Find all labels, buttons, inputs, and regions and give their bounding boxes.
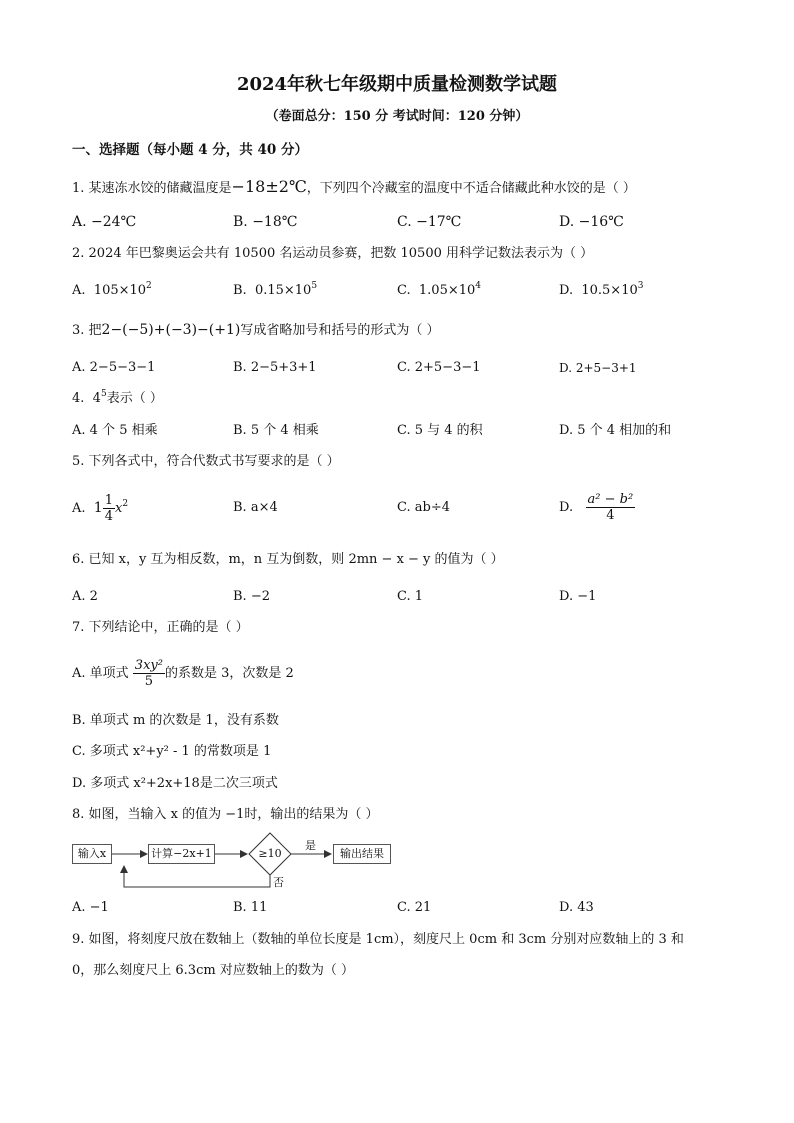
q8-option-b: B. 11 [233,900,268,915]
q2-option-c: C. $1.05\times 10^4$ [397,281,482,298]
q4-option-d: D. 5 个 4 相加的和 [559,423,672,438]
q1-option-b: B. −18℃ [233,214,298,230]
q1-option-a: A. −24℃ [72,214,137,230]
q5-option-b: B. a×4 [233,500,278,515]
q7-option-b: B. 单项式 m 的次数是 1，没有系数 [72,713,279,728]
q8-option-c: C. 21 [397,900,432,915]
question-5-stem: 5. 下列各式中，符合代数式书写要求的是（ ） [72,454,340,469]
question-1-stem: 1. 某速冻水饺的储藏温度是−18±2℃，下列四个冷藏室的温度中不适合储藏此种水饺的是（ ） [72,177,636,196]
q1-option-d: D. −16℃ [559,214,624,230]
flow-calc-box: 计算−2x+1 [148,844,215,864]
q2-option-b: B. $0.15\times 10^5$ [233,281,318,298]
q2-option-d: D. $10.5\times 10^3$ [559,281,644,298]
question-7-stem: 7. 下列结论中，正确的是（ ） [72,620,249,635]
question-8-stem: 8. 如图，当输入 x 的值为 −1时，输出的结果为（ ） [72,807,379,822]
q7-option-d: D. 多项式 x²+2x+18是二次三项式 [72,776,278,791]
q1-option-c: C. −17℃ [397,214,462,230]
q4-option-a: A. 4 个 5 相乘 [72,423,158,438]
q8-option-d: D. 43 [559,900,594,915]
flow-yes-label: 是 [305,839,316,852]
q6-option-c: C. 1 [397,589,424,604]
q6-option-a: A. 2 [72,589,98,604]
exam-title: 2024年秋七年级期中质量检测数学试题 [236,74,558,95]
question-4-stem: 4. $4^5$表示（ ） [72,389,163,406]
q5-option-a: A. 1 $\frac{1}{4}$ $x^2$ [72,493,129,524]
flow-input-box: 输入x [72,844,112,864]
question-2-stem: 2. 2024 年巴黎奥运会共有 10500 名运动员参赛，把数 10500 用科学记数法表示为（ ） [72,246,594,261]
q7-option-a: A. 单项式 $\frac{\text{3xy²}}{5}$ 的系数是 3，次数是 2 [72,658,294,689]
question-3-stem: 3. 把2−(−5)+(−3)−(+1)写成省略加号和括号的形式为（ ） [72,322,440,338]
section-heading: 一、选择题（每小题 4 分，共 40 分） [72,142,308,158]
q8-flowchart [0,828,794,893]
question-9-line-1: 9. 如图，将刻度尺放在数轴上（数轴的单位长度是 1cm），刻度尺上 0cm 和 3cm 分别对应数轴上的 3 和 [72,932,684,947]
q3-option-b: B. 2−5+3+1 [233,360,317,375]
q2-option-a: A. $105\times 10^2$ [72,281,152,298]
q3-option-a: A. 2−5−3−1 [72,360,156,375]
q6-option-b: B. −2 [233,589,270,604]
flow-condition: ≥10 [258,847,282,860]
q6-option-d: D. −1 [559,589,597,604]
exam-subtitle: （卷面总分：150 分 考试时间：120 分钟） [265,109,529,124]
q4-option-c: C. 5 与 4 的积 [397,423,483,438]
q5-option-d: D. $\frac{\text{a² − b²}}{4}$ [559,492,634,523]
question-9-line-2: 0，那么刻度尺上 6.3cm 对应数轴上的数为（ ） [72,963,354,978]
q3-option-c: C. 2+5−3−1 [397,360,481,375]
flow-output-box: 输出结果 [333,844,391,864]
question-6-stem: 6. 已知 x，y 互为相反数，m，n 互为倒数，则 2mn − x − y 的值为（ ） [72,552,504,567]
q7-option-c: C. 多项式 x²+y² - 1 的常数项是 1 [72,744,272,759]
q8-option-a: A. −1 [72,900,109,915]
q3-option-d: D. 2+5−3+1 [559,361,637,375]
flow-no-label: 否 [273,876,284,889]
q5-option-c: C. ab÷4 [397,500,450,515]
q4-option-b: B. 5 个 4 相乘 [233,423,319,438]
